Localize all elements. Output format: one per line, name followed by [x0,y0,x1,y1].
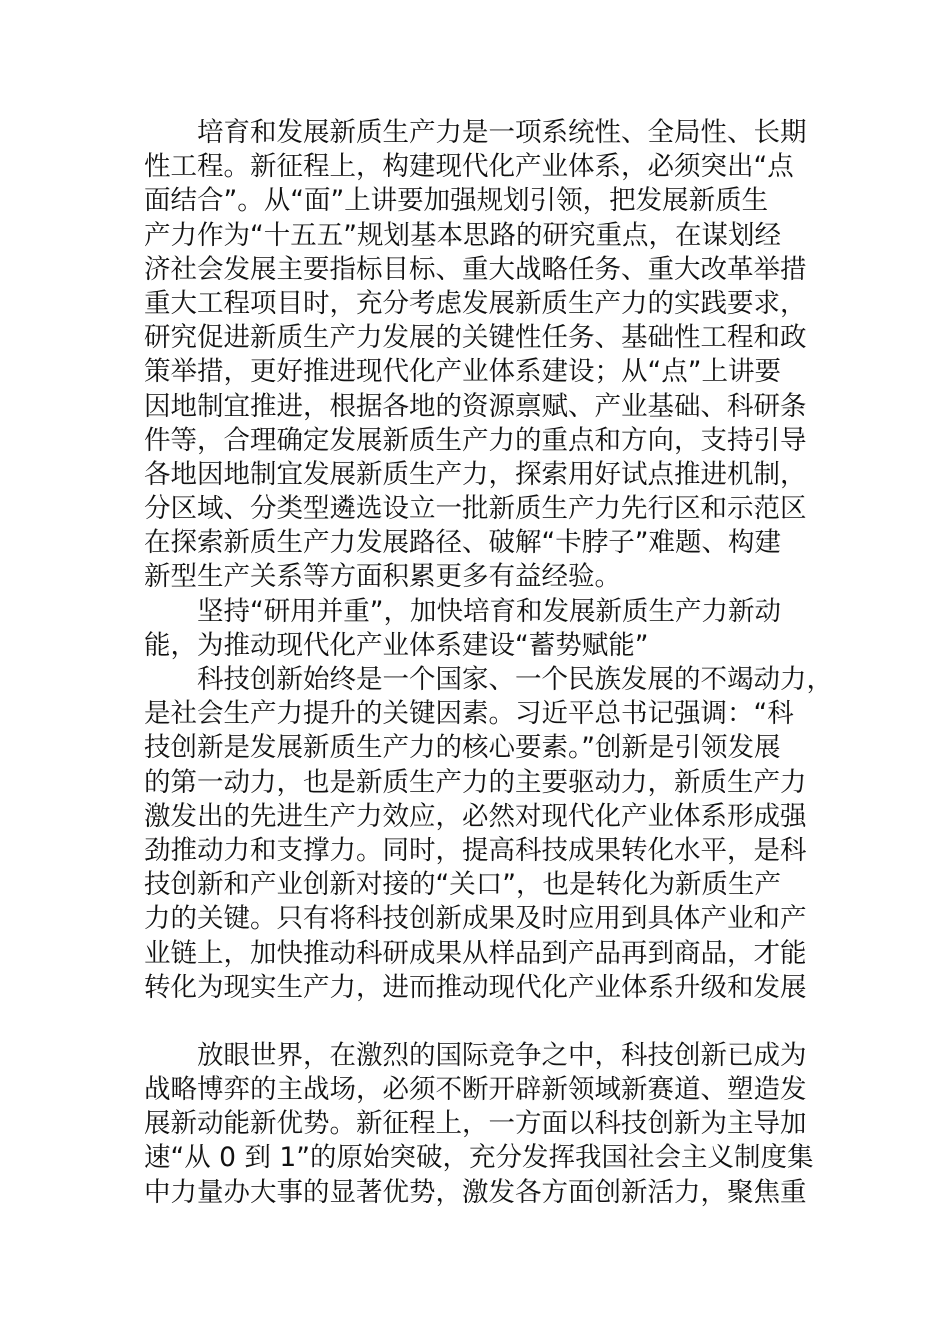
text-line: 研究促进新质生产力发展的关键性任务、基础性工程和政 [144,322,807,354]
text-line: 在探索新质生产力发展路径、破解“卡脖子”难题、构建 [144,527,781,559]
section-heading [144,595,806,663]
text-line: 展新动能新优势。新征程上，一方面以科技创新为主导加 [144,1108,807,1140]
text-line: 策举措，更好推进现代化产业体系建设；从“点”上讲要 [144,356,781,388]
text-line: 力的关键。只有将科技创新成果及时应用到具体产业和产 [144,903,807,935]
text-line: 因地制宜推进，根据各地的资源禀赋、产业基础、科研条 [144,390,807,422]
text-line: 济社会发展主要指标目标、重大战略任务、重大改革举措 [144,253,807,285]
text-line: 技创新和产业创新对接的“关口”，也是转化为新质生产 [144,869,781,901]
paragraph-2 [144,663,833,1005]
text-line: 分区域、分类型遴选设立一批新质生产力先行区和示范区 [144,493,807,525]
paragraph-1 [144,116,806,595]
text-line: 中力量办大事的显著优势，激发各方面创新活力，聚焦重 [144,1176,807,1208]
document-body [144,116,833,1210]
paragraph-3 [144,1039,814,1210]
text-line: 重大工程项目时，充分考虑发展新质生产力的实践要求， [144,287,807,319]
text-line: 科技创新始终是一个国家、一个民族发展的不竭动力， [197,664,833,695]
text-line: 各地因地制宜发展新质生产力，探索用好试点推进机制， [144,458,807,490]
text-line: 劲推动力和支撑力。同时，提高科技成果转化水平，是科 [144,834,807,866]
text-line: 面结合”。从“面”上讲要加强规划引领，把发展新质生 [144,185,769,217]
text-line: 业链上，加快推动科研成果从样品到产品再到商品，才能 [144,937,807,969]
text-line: 是社会生产力提升的关键因素。习近平总书记强调：“科 [144,698,794,730]
text-line: 放眼世界，在激烈的国际竞争之中，科技创新已成为 [197,1039,807,1071]
text-line: 件等，合理确定发展新质生产力的重点和方向，支持引导 [144,424,807,456]
text-line: 技创新是发展新质生产力的核心要素。”创新是引领发展 [144,732,781,764]
text-line: 新型生产关系等方面积累更多有益经验。 [144,561,621,593]
text-line: 性工程。新征程上，构建现代化产业体系，必须突出“点 [144,151,794,183]
text-line: 产力作为“十五五”规划基本思路的研究重点，在谋划经 [144,219,781,251]
text-line: 激发出的先进生产力效应，必然对现代化产业体系形成强 [144,800,807,832]
text-line: 战略博弈的主战场，必须不断开辟新领域新赛道、塑造发 [144,1074,807,1106]
text-line: 的第一动力，也是新质生产力的主要驱动力，新质生产力 [144,766,807,798]
text-line: 培育和发展新质生产力是一项系统性、全局性、长期 [197,117,807,148]
paragraph-gap [144,1005,806,1039]
text-line: 转化为现实生产力，进而推动现代化产业体系升级和发展 [144,971,807,1003]
heading-line: 能，为推动现代化产业体系建设“蓄势赋能” [144,629,649,661]
heading-line: 坚持“研用并重”，加快培育和发展新质生产力新动 [197,595,781,627]
text-line: 速“从 0 到 1”的原始突破，充分发挥我国社会主义制度集 [144,1142,814,1174]
